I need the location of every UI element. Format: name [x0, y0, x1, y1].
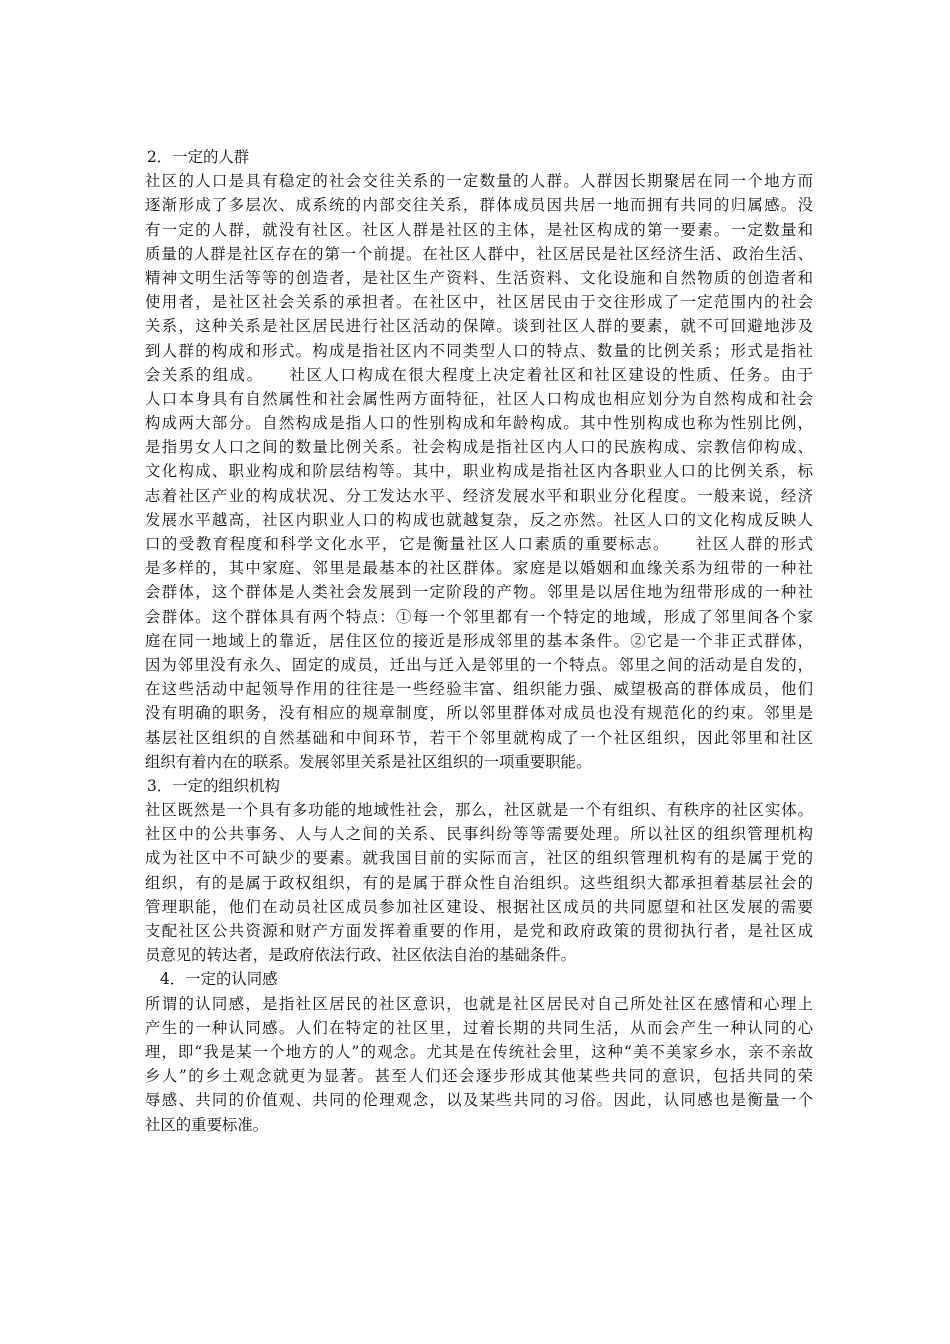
- text-line: 支配社区公共资源和财产方面发挥着重要的作用，是党和政府政策的贯彻执行者，是社区成: [145, 922, 813, 940]
- text-line: 辱感、共同的价值观、共同的伦理观念，以及某些共同的习俗。因此，认同感也是衡量一个: [145, 1091, 813, 1110]
- text-line: 在这些活动中起领导作用的往往是一些经验丰富、组织能力强、威望极高的群体成员，他们: [145, 680, 813, 699]
- text-line: 庭在同一地域上的靠近，居住区位的接近是形成邻里的基本条件。②它是一个非正式群体，: [145, 631, 813, 650]
- text-line: 管理职能，他们在动员社区成员参加社区建设、根据社区成员的共同愿望和社区发展的需要: [145, 897, 813, 916]
- text-line: 会群体。这个群体具有两个特点：①每一个邻里都有一个特定的地域，形成了邻里间各个家: [145, 607, 813, 626]
- document-page: [145, 145, 813, 1137]
- text-line: 组织有着内在的联系。发展邻里关系是社区组织的一项重要职能。: [145, 752, 592, 771]
- text-line: 是指男女人口之间的数量比例关系。社会构成是指社区内人口的民族构成、宗教信仰构成、: [145, 438, 813, 457]
- text-line: 口的受教育程度和科学文化水平，它是衡量社区人口素质的重要标志。 社区人群的形式: [145, 535, 813, 553]
- text-line: 基层社区组织的自然基础和中间环节，若干个邻里就构成了一个社区组织，因此邻里和社区: [145, 728, 813, 747]
- text-line: 是多样的，其中家庭、邻里是最基本的社区群体。家庭是以婚姻和血缘关系为纽带的一种社: [145, 559, 813, 578]
- section-heading: 2．一定的人群: [147, 148, 250, 166]
- text-line: 会群体，这个群体是人类社会发展到一定阶段的产物。邻里是以居住地为纽带形成的一种社: [145, 583, 813, 602]
- text-line: 没有明确的职务，没有相应的规章制度，所以邻里群体对成员也没有规范化的约束。邻里是: [145, 704, 813, 723]
- text-line: 组织，有的是属于政权组织，有的是属于群众性自治组织。这些组织大都承担着基层社会的: [145, 873, 813, 892]
- section-heading: 4．一定的认同感: [160, 970, 278, 989]
- text-line: 关系，这种关系是社区居民进行社区活动的保障。谈到社区人群的要素，就不可回避地涉及: [145, 317, 813, 336]
- text-line: 到人群的构成和形式。构成是指社区内不同类型人口的特点、数量的比例关系；形式是指社: [145, 341, 813, 360]
- text-line: 志着社区产业的构成状况、分工发达水平、经济发展水平和职业分化程度。一般来说，经济: [145, 486, 813, 505]
- text-line: 乡人”的乡土观念就更为显著。甚至人们还会逐步形成其他某些共同的意识，包括共同的荣: [145, 1067, 813, 1086]
- text-line: 使用者，是社区社会关系的承担者。在社区中，社区居民由于交往形成了一定范围内的社会: [145, 293, 813, 312]
- text-line: 文化构成、职业构成和阶层结构等。其中，职业构成是指社区内各职业人口的比例关系，标: [145, 462, 813, 481]
- text-line: 逐渐形成了多层次、成系统的内部交往关系，群体成员因共居一地而拥有共同的归属感。没: [145, 196, 813, 215]
- text-line: 员意见的转达者，是政府依法行政、社区依法自治的基础条件。: [145, 946, 576, 965]
- text-line: 发展水平越高，社区内职业人口的构成也就越复杂，反之亦然。社区人口的文化构成反映人: [145, 510, 813, 529]
- text-line: 社区的重要标准。: [145, 1115, 269, 1134]
- text-line: 会关系的组成。 社区人口构成在很大程度上决定着社区和社区建设的性质、任务。由于: [145, 365, 813, 384]
- text-line: 产生的一种认同感。人们在特定的社区里，过着长期的共同生活，从而会产生一种认同的心: [145, 1018, 813, 1037]
- text-line: 构成两大部分。自然构成是指人口的性别构成和年龄构成。其中性别构成也称为性别比例，: [145, 414, 813, 433]
- text-line: 成为社区中不可缺少的要素。就我国目前的实际而言，社区的组织管理机构有的是属于党的: [145, 849, 813, 868]
- text-line: 社区的人口是具有稳定的社会交往关系的一定数量的人群。人群因长期聚居在同一个地方而: [145, 172, 813, 191]
- text-line: 有一定的人群，就没有社区。社区人群是社区的主体，是社区构成的第一要素。一定数量和: [145, 220, 813, 239]
- text-line: 社区中的公共事务、人与人之间的关系、民事纠纷等等需要处理。所以社区的组织管理机构: [145, 825, 813, 844]
- section-heading: 3．一定的组织机构: [147, 776, 280, 795]
- text-line: 精神文明生活等等的创造者，是社区生产资料、生活资料、文化设施和自然物质的创造者和: [145, 268, 813, 287]
- text-line: 质量的人群是社区存在的第一个前提。在社区人群中，社区居民是社区经济生活、政治生活、: [145, 244, 813, 263]
- text-line: 因为邻里没有永久、固定的成员，迁出与迁入是邻里的一个特点。邻里之间的活动是自发的，: [145, 655, 813, 674]
- text-line: 人口本身具有自然属性和社会属性两方面特征，社区人口构成也相应划分为自然构成和社会: [145, 389, 813, 408]
- text-line: 所谓的认同感，是指社区居民的社区意识，也就是社区居民对自己所处社区在感情和心理上: [145, 994, 813, 1013]
- text-line: 理，即“我是某一个地方的人”的观念。尤其是在传统社会里，这种“美不美家乡水，亲不亲故: [145, 1042, 813, 1061]
- text-line: 社区既然是一个具有多功能的地域性社会，那么，社区就是一个有组织、有秩序的社区实体。: [145, 801, 813, 820]
